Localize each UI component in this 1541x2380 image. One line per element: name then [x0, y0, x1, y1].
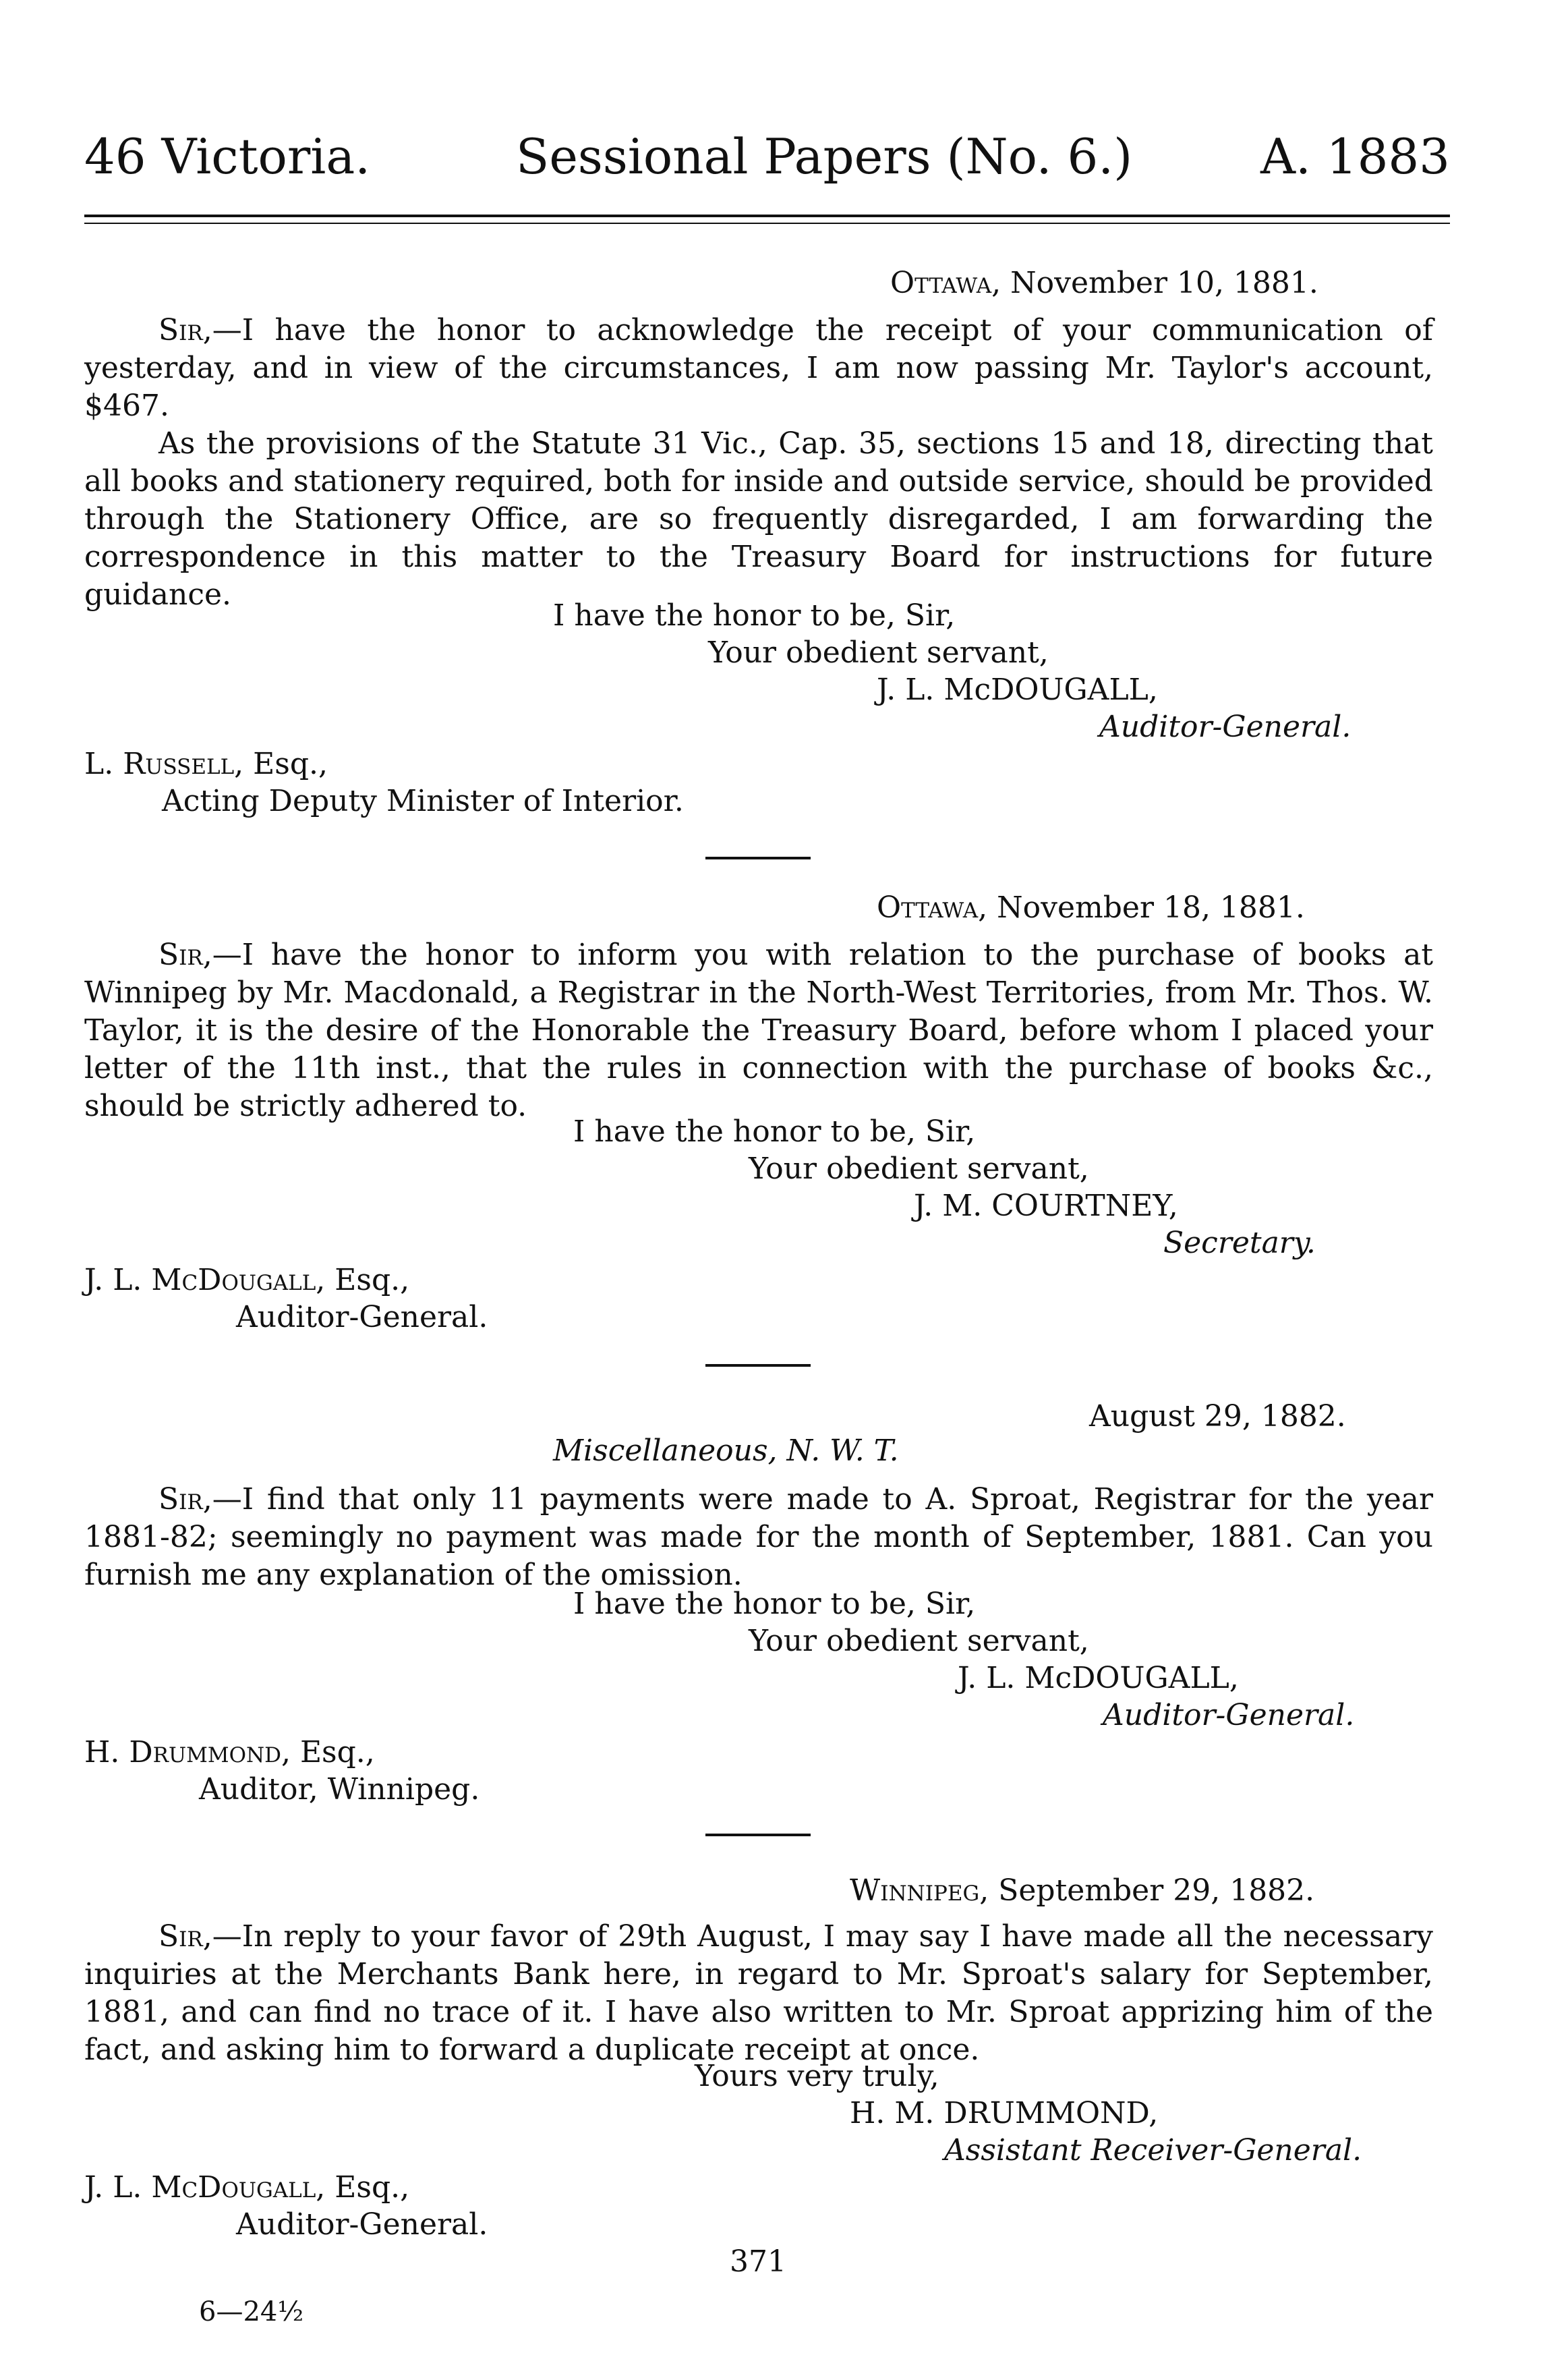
letter2-closing1: I have the honor to be, Sir,	[573, 1114, 976, 1149]
letter3-signer: J. L. McDOUGALL,	[958, 1661, 1239, 1695]
separator-2	[705, 1364, 811, 1367]
letter1-place: Ottawa,	[890, 266, 1001, 300]
letter1-body1-text: —I have the honor to acknowledge the receipt of your communication of yesterday, and in view of the circumstances, I am now passing Mr. Taylor's account, $467.	[84, 313, 1433, 423]
letter1-addressee	[84, 745, 328, 783]
letter1-dateline	[890, 264, 1318, 302]
letter4-place: Winnipeg,	[850, 1873, 989, 1908]
header-session: 46 Victoria.	[84, 128, 371, 185]
header-rule-thick	[84, 215, 1450, 217]
letter2-addressee-title: Auditor-General.	[236, 1300, 488, 1334]
letter2-date: November 18, 1881.	[997, 890, 1305, 925]
letter4-addressee-name: McDougall,	[151, 2170, 326, 2205]
letter4-dateline	[850, 1872, 1314, 1909]
letter4-signer: H. M. DRUMMOND,	[850, 2096, 1159, 2130]
letter3-date: August 29, 1882.	[1089, 1399, 1346, 1434]
separator-3	[705, 1834, 811, 1836]
letter4-closing1: Yours very truly,	[695, 2059, 939, 2093]
letter3-addressee-prefix: H.	[84, 1735, 129, 1769]
letter1-signer: J. L. McDOUGALL,	[877, 673, 1158, 707]
letter4-addressee-suffix: Esq.,	[325, 2170, 410, 2205]
letter2-place: Ottawa,	[877, 890, 988, 925]
letter2-body1	[84, 936, 1433, 1125]
letter3-closing1: I have the honor to be, Sir,	[573, 1587, 976, 1621]
letter2-salutation: Sir,	[158, 938, 212, 972]
letter1-body1	[84, 312, 1433, 425]
letter1-addressee-title: Acting Deputy Minister of Interior.	[162, 784, 684, 818]
letter2-addressee-suffix: Esq.,	[325, 1263, 410, 1297]
letter3-addressee-name: Drummond,	[129, 1735, 291, 1769]
letter3-subject: Miscellaneous, N. W. T.	[553, 1434, 899, 1468]
letter2-body1-text: —I have the honor to inform you with relation to the purchase of books at Winnipeg by Mr. Macdonald, a Registrar in the North-West Territories, from Mr. Thos. W. Taylor, it is the desire of the Honorable the Treasury Board, before whom I placed your letter of the 11th inst., that the rules in connection with the purchase of books &c., should be strictly adhered to.	[84, 938, 1433, 1123]
letter3-addressee-suffix: Esq.,	[290, 1735, 375, 1769]
letter3-signer-title: Auditor-General.	[1103, 1698, 1355, 1732]
letter2-signer-title: Secretary.	[1163, 1226, 1316, 1260]
letter1-closing2: Your obedient servant,	[708, 635, 1049, 670]
letter1-signer-title: Auditor-General.	[1099, 710, 1351, 744]
letter2-addressee-name: McDougall,	[151, 1263, 326, 1297]
letter2-addressee-prefix: J. L.	[84, 1263, 152, 1297]
page-number: 371	[730, 2244, 786, 2279]
letter1-closing1: I have the honor to be, Sir,	[553, 598, 956, 633]
letter4-date: September 29, 1882.	[998, 1873, 1315, 1908]
letter3-addressee-title: Auditor, Winnipeg.	[199, 1772, 480, 1807]
letter2-addressee	[84, 1262, 409, 1299]
letter3-salutation: Sir,	[158, 1482, 212, 1517]
letter3-addressee	[84, 1734, 375, 1771]
letter1-addressee-suffix: Esq.,	[243, 747, 328, 781]
header-year: A. 1883	[1260, 128, 1450, 185]
letter1-body2: As the provisions of the Statute 31 Vic., Cap. 35, sections 15 and 18, directing that all books and stationery required, both for inside and outside service, should be provided through the Stationery Office, are so frequently disregarded, I am forwarding the correspondence in this matter to the Treasury Board for instructions for future guidance.	[84, 426, 1433, 612]
letter3-body1	[84, 1481, 1433, 1594]
letter1-date: November 10, 1881.	[1010, 266, 1318, 300]
letter2-closing2: Your obedient servant,	[749, 1152, 1089, 1186]
letter4-addressee-prefix: J. L.	[84, 2170, 152, 2205]
running-header	[84, 128, 1450, 189]
letter4-body1	[84, 1918, 1433, 2069]
letter4-salutation: Sir,	[158, 1919, 212, 1954]
letter4-body1-text: —In reply to your favor of 29th August, I may say I have made all the necessary inquiries at the Merchants Bank here, in regard to Mr. Sproat's salary for September, 1881, and can find no trace of it. I have also written to Mr. Sproat apprizing him of the fact, and asking him to forward a duplicate receipt at once.	[84, 1919, 1433, 2067]
signature-mark: 6—24½	[199, 2296, 304, 2327]
letter4-addressee	[84, 2169, 409, 2206]
letter3-closing2: Your obedient servant,	[749, 1624, 1089, 1658]
header-rule-thin	[84, 223, 1450, 224]
letter3-body1-text: —I find that only 11 payments were made to A. Sproat, Registrar for the year 1881-82; seemingly no payment was made for the month of September, 1881. Can you furnish me any explanation of the omission.	[84, 1482, 1433, 1592]
letter1-addressee-name: L. Russell,	[84, 747, 244, 781]
separator-1	[705, 857, 811, 859]
letter4-signer-title: Assistant Receiver-General.	[944, 2133, 1362, 2168]
letter2-signer: J. M. COURTNEY,	[914, 1189, 1178, 1223]
letter1-salutation: Sir,	[158, 313, 212, 347]
letter2-dateline	[877, 889, 1305, 926]
letter4-addressee-title: Auditor-General.	[236, 2207, 488, 2242]
header-title: Sessional Papers (No. 6.)	[516, 128, 1133, 185]
